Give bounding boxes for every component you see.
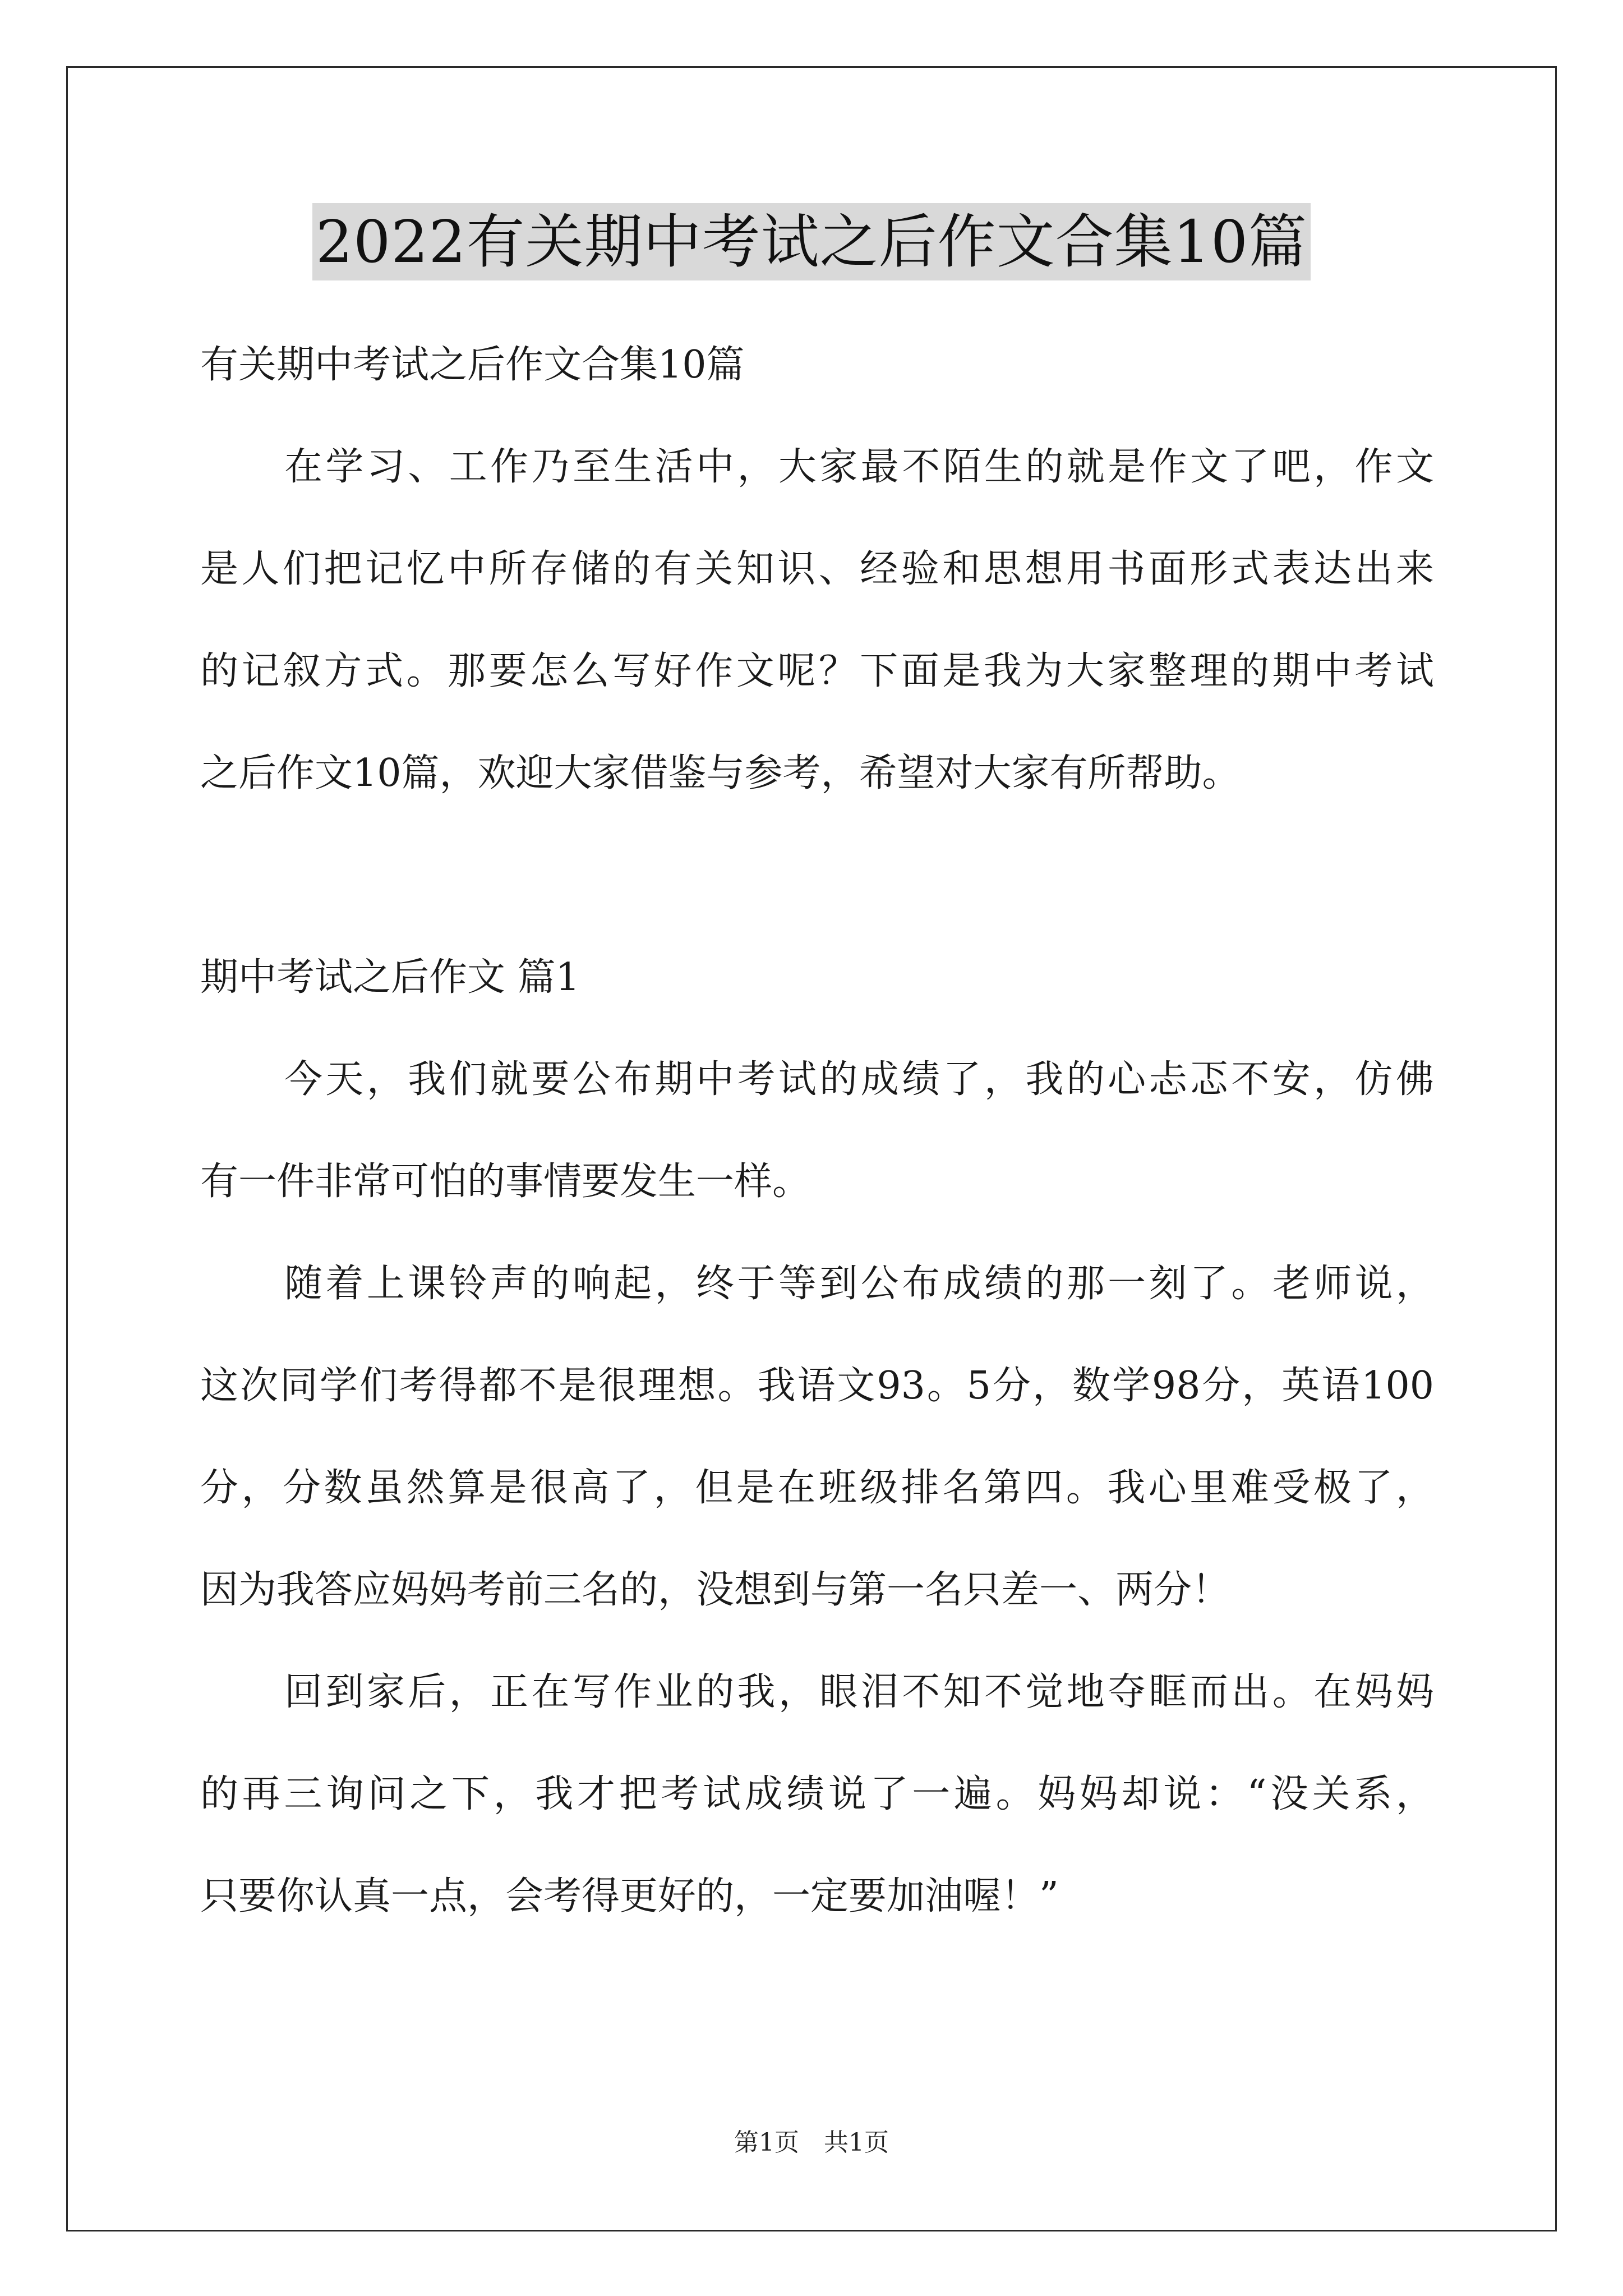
paragraph-line: 有一件非常可怕的事情要发生一样。	[200, 1159, 811, 1204]
spacer	[200, 825, 1434, 927]
document-body	[200, 314, 1434, 1948]
intro-line: 在学习、工作乃至生活中，大家最不陌生的就是作文了吧，作文	[284, 445, 1434, 489]
intro-line: 的记叙方式。那要怎么写好作文呢？下面是我为大家整理的期中考试	[200, 649, 1434, 693]
paragraph-line: 回到家后，正在写作业的我，眼泪不知不觉地夺眶而出。在妈妈	[284, 1670, 1434, 1714]
document-title: 2022有关期中考试之后作文合集10篇	[312, 203, 1311, 280]
paragraph-line: 只要你认真一点，会考得更好的，一定要加油喔！”	[200, 1874, 1059, 1918]
document-subtitle: 有关期中考试之后作文合集10篇	[200, 343, 745, 387]
paragraph-line: 因为我答应妈妈考前三名的，没想到与第一名只差一、两分！	[200, 1568, 1230, 1612]
paragraph-line: 的再三询问之下，我才把考试成绩说了一遍。妈妈却说：“没关系，	[200, 1772, 1434, 1816]
paragraph-line: 今天，我们就要公布期中考试的成绩了，我的心忐忑不安，仿佛	[284, 1057, 1434, 1102]
title-area	[0, 203, 1623, 280]
section-heading: 期中考试之后作文 篇1	[200, 955, 580, 1000]
page-number: 第1页	[734, 2128, 799, 2157]
page-footer	[0, 2126, 1623, 2160]
paragraph-line: 这次同学们考得都不是很理想。我语文93。5分，数学98分，英语100	[200, 1364, 1434, 1408]
paragraph-line: 分，分数虽然算是很高了，但是在班级排名第四。我心里难受极了，	[200, 1466, 1434, 1510]
intro-line: 是人们把记忆中所存储的有关知识、经验和思想用书面形式表达出来	[200, 547, 1434, 591]
intro-line: 之后作文10篇，欢迎大家借鉴与参考，希望对大家有所帮助。	[200, 751, 1241, 795]
page-total: 共1页	[824, 2128, 889, 2157]
paragraph-line: 随着上课铃声的响起，终于等到公布成绩的那一刻了。老师说，	[284, 1262, 1434, 1306]
